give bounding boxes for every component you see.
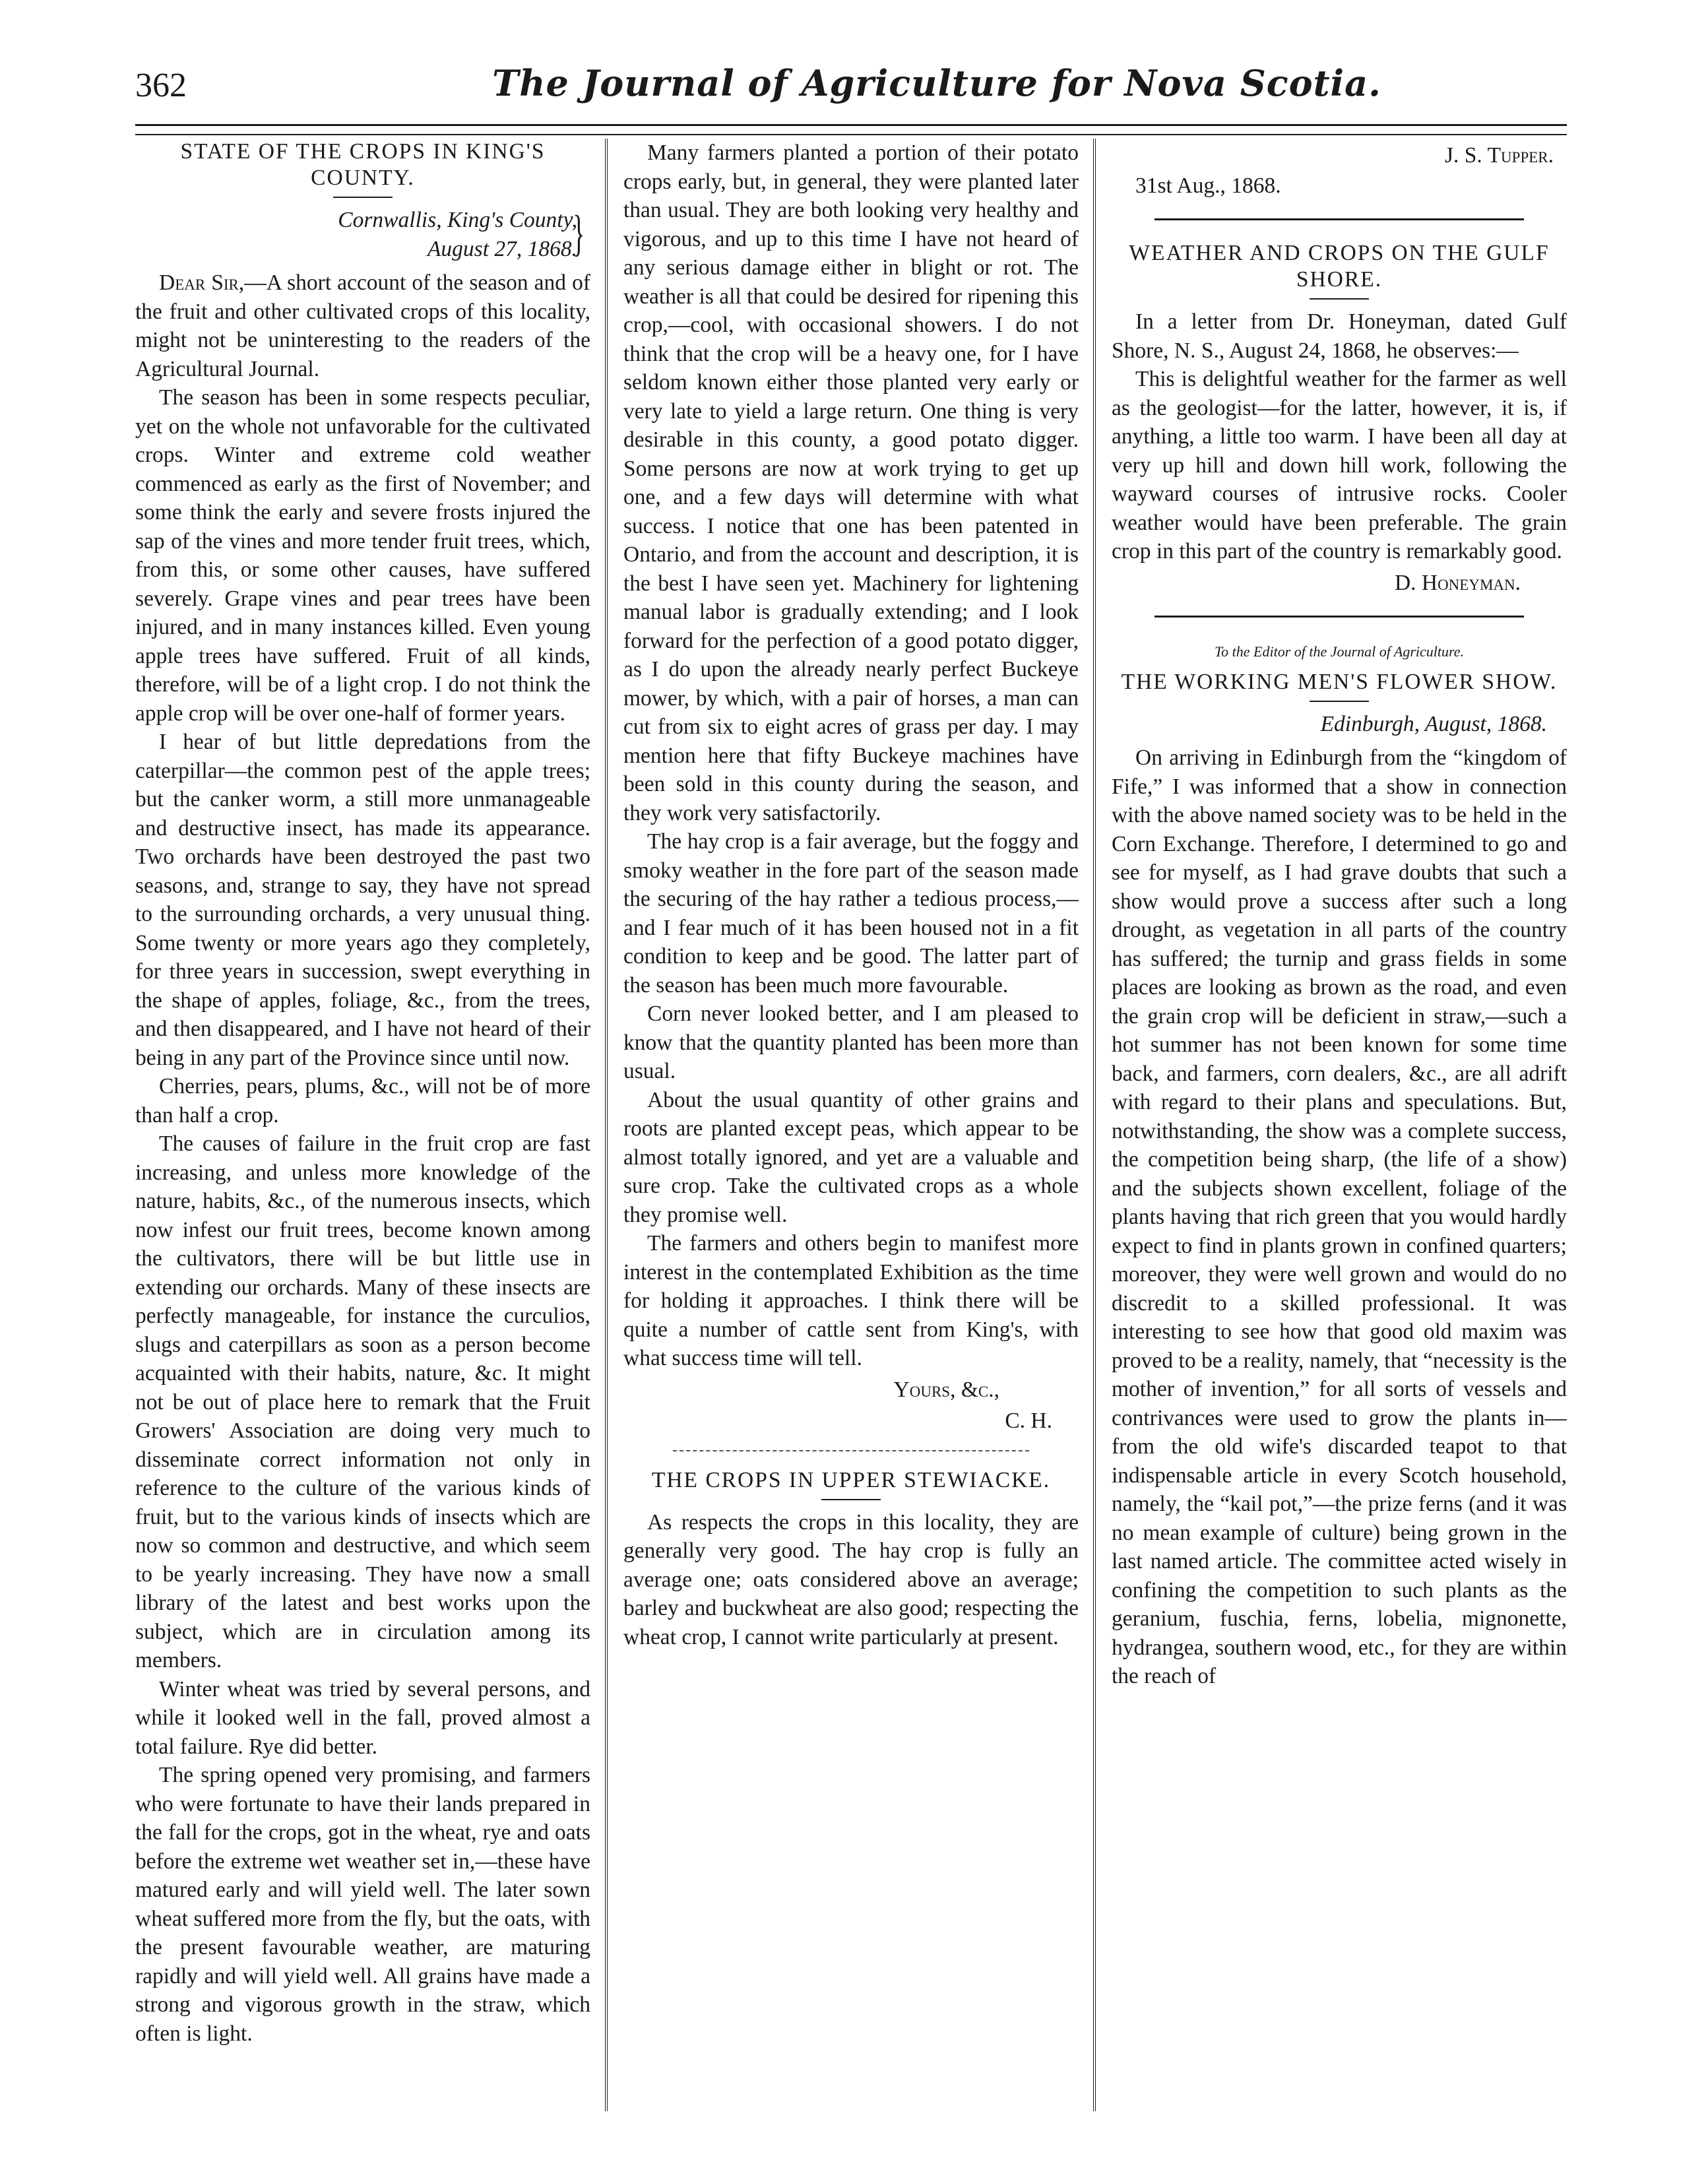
salutation: Dear Sir,	[159, 270, 245, 295]
article-dateline: Edinburgh, August, 1868.	[1320, 711, 1547, 736]
paragraph	[135, 269, 590, 383]
page-number: 362	[135, 67, 187, 104]
brace-glyph: }	[572, 206, 585, 261]
title-rule	[333, 197, 393, 198]
paragraph: The season has been in some respects peculiar, yet on the whole not unfavorable for the cultivated crops. Winter and extreme cold weather commenced as early as the first of November; and some think the early and severe frosts injured the sap of the vines and more tender fruit trees, which, from this, or some other causes, have suffered severely. Grape vines and pear trees have been injured, and in many instances killed. Even young apple trees have suffered. Fruit of all kinds, therefore, will be of a light crop. I do not think the apple crop will be over one-half of former years.	[135, 385, 590, 726]
header-double-rule	[135, 124, 1567, 135]
paragraph-text: —A short account of the season and of the fruit and other cultivated crops of this locality, might not be uninteresting to the readers of the Agricultural Journal.	[135, 270, 590, 381]
column-divider	[605, 139, 608, 2111]
journal-page	[135, 53, 1567, 2124]
paragraph: This is delightful weather for the farmer as well as the geologist—for the latter, however, it is, if anything, a little too warm. I have been all day at very up hill and down hill work, following the wayward courses of intrusive rocks. Cooler weather would have been preferable. The grain crop in this part of the country is remarkably good.	[1112, 367, 1567, 563]
paragraph: Cherries, pears, plums, &c., will not be of more than half a crop.	[135, 1074, 590, 1128]
title-rule	[1310, 298, 1369, 300]
article-date: 31st Aug., 1868.	[1135, 173, 1281, 198]
paragraph: Corn never looked better, and I am pleased to know that the quantity planted has been more than usual.	[623, 1001, 1079, 1083]
section-divider	[1154, 218, 1524, 220]
paragraph: The spring opened very promising, and farmers who were fortunate to have their lands prepared in the fall for the crops, got in the wheat, rye and oats before the extreme wet weather set in,—these have matured early and will yield well. The later sown wheat suffered more from the fly, but the oats, with the present favourable weather, are maturing rapidly and will yield well. All grains have made a strong and vigorous growth in the straw, which often is light.	[135, 1763, 590, 2046]
title-rule	[821, 1499, 881, 1500]
column-1	[135, 139, 590, 2118]
column-2	[623, 139, 1079, 2118]
section-divider	[1154, 616, 1524, 618]
paragraph: About the usual quantity of other grains and roots are planted except peas, which appear to be almost totally ignored, and yet are a valuable and sure crop. Take the cultivated crops as a whole they promise well.	[623, 1087, 1079, 1227]
paragraph: The hay crop is a fair average, but the foggy and smoky weather in the fore part of the season made the securing of the hay rather a tedious process,—and I fear much of it has been housed not in a fit condition to keep and be good. The latter part of the season has been much more favourable.	[623, 829, 1079, 998]
page-header	[135, 53, 1567, 125]
article-title-kings-county: STATE OF THE CROPS IN KING'S COUNTY.	[180, 139, 546, 190]
closing: Yours, &c.,	[893, 1377, 999, 1402]
column-divider	[1093, 139, 1096, 2111]
running-head: The Journal of Agriculture for Nova Scotia.	[492, 62, 1381, 104]
article-title-gulf-shore: WEATHER AND CROPS ON THE GULF SHORE.	[1129, 241, 1550, 292]
article-title-upper-stewiacke: THE CROPS IN UPPER STEWIACKE.	[651, 1467, 1051, 1492]
dateline-date: August 27, 1868.	[427, 236, 577, 261]
text-columns	[135, 139, 1567, 2118]
paragraph: I hear of but little depredations from the caterpillar—the common pest of the apple trees; but the canker worm, a still more unmanageable and destructive insect, has made its appearance. Two orchards have been destroyed the past two seasons, and, strange to say, they have not spread to the surrounding orchards, a very unusual thing. Some twenty or more years ago they completely, for three years in succession, swept everything in the shape of apples, foliage, &c., from the trees, and then disappeared, and I have not heard of their being in any part of the Province since until now.	[135, 730, 590, 1070]
title-rule	[1310, 701, 1369, 702]
paragraph: On arriving in Edinburgh from the “kingdom of Fife,” I was informed that a show in connection with the above named society was to be held in the Corn Exchange. Therefore, I determined to go and see for myself, as I had grave doubts that such a show would prove a success after such a long drought, as vegetation in all parts of the country has suffered; the turnip and grass fields in some places are looking as brown as the road, and even the grain crop will be deficient in straw,—such a hot summer has not been known for some time back, and farmers, corn dealers, &c., are all adrift with regard to their plans and speculations. But, notwithstanding, the show was a complete success, the competition being sharp, (the life of a show) and the subjects shown excellent, foliage of the plants having that rich green that you would hardly expect to find in plants grown in confined quarters; moreover, they were well grown and would do no discredit to a skilled professional. It was interesting to see how that good old maxim was proved to be a reality, namely, that “necessity is the mother of invention,” for all sorts of vessels and contrivances were used to grow the plants in—from the old wife's discarded teapot to that indispensable article in every Scotch household, namely, the “kail pot,”—the prize ferns (and it was no mean example of culture) being grown in the last named article. The committee acted wisely in confining the competition to such plants as the geranium, fuschia, ferns, lobelia, mignonette, hydrangea, southern wood, etc., for they are within the reach of	[1112, 746, 1567, 1688]
dateline-place: Cornwallis, King's County,	[338, 208, 577, 232]
article-dateline	[135, 206, 590, 263]
editor-note: To the Editor of the Journal of Agriculture.	[1214, 643, 1465, 660]
paragraph: The causes of failure in the fruit crop are fast increasing, and unless more knowledge of the nature, habits, &c., of the numerous insects, which now infest our fruit trees, become known among the cultivators, there will be but little use in extending our orchards. Many of these insects are perfectly manageable, for instance the curculios, slugs and caterpillars as soon as a person become acquainted with their habits, nature, &c. It might not be out of place here to remark that the Fruit Growers' Association are doing very much to disseminate correct information not only in reference to the culture of the various kinds of fruit, but to the various kinds of insects which are now so common and destructive, and which seem to be yearly increasing. They have now a small library of the latest and best works upon the subject, which are in circulation among its members.	[135, 1131, 590, 1672]
paragraph: The farmers and others begin to manifest more interest in the contemplated Exhibition as the time for holding it approaches. I think there will be quite a number of cattle sent from King's, with what success time will tell.	[623, 1231, 1079, 1370]
paragraph: Many farmers planted a portion of their potato crops early, but, in general, they were planted later than usual. They are both looking very healthy and vigorous, and up to this time I have not heard of any serious damage either in blight or rot. The weather is all that could be desired for ripening this crop,—cool, with occasional showers. I do not think that the crop will be a heavy one, for I have seldom known either those planted very early or very late to yield a large return. One thing is very desirable in this county, a good potato digger. Some persons are now at work trying to get up one, and a few days will determine with what success. I notice that one has been patented in Ontario, and from the account and description, it is the best I have seen yet. Machinery for lightening manual labor is gradually extending; and I look forward for the perfection of a good potato digger, as I do upon the already nearly perfect Buckeye mower, by which, with a pair of horses, a man can cut from six to eight acres of grass per day. I may mention here that fifty Buckeye machines have been sold in this county during the season, and they work very satisfactorily.	[623, 141, 1079, 825]
paragraph: In a letter from Dr. Honeyman, dated Gulf Shore, N. S., August 24, 1868, he observes:—	[1112, 309, 1567, 363]
paragraph: As respects the crops in this locality, they are generally very good. The hay crop is fully an average one; oats considered above an average; barley and buckwheat are also good; respecting the wheat crop, I cannot write particularly at present.	[623, 1509, 1079, 1649]
article-title-flower-show: THE WORKING MEN'S FLOWER SHOW.	[1121, 669, 1558, 694]
column-3	[1112, 139, 1567, 2118]
signature: J. S. Tupper.	[1445, 143, 1554, 168]
signature: D. Honeyman.	[1394, 570, 1521, 595]
paragraph: Winter wheat was tried by several persons, and while it looked well in the fall, proved almost a total failure. Rye did better.	[135, 1676, 590, 1759]
section-divider	[673, 1450, 1029, 1451]
signature: C. H.	[1005, 1409, 1052, 1433]
